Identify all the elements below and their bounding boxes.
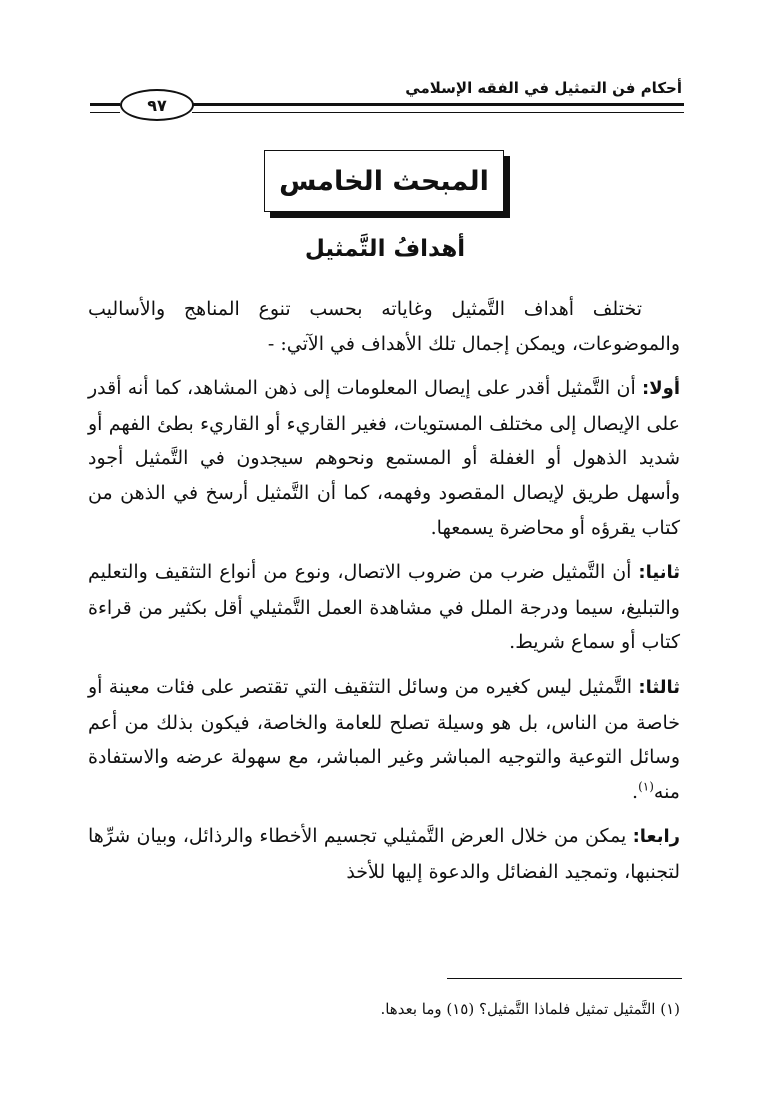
paragraph-text: تختلف أهداف التَّمثيل وغاياته بحسب تنوع المناهج والأساليب والموضوعات، ويمكن إجمال تلك الأهداف في الآتي: - xyxy=(88,298,680,355)
section-subtitle: أهدافُ التَّمثيل xyxy=(304,236,466,262)
paragraph-text: يمكن من خلال العرض التَّمثيلي تجسيم الأخطاء والرذائل، وبيان شرِّها لتجنبها، وتمجيد الفضائل والدعوة إليها للأخذ xyxy=(88,825,680,883)
paragraph-first xyxy=(88,371,680,545)
paragraph-intro xyxy=(88,292,680,361)
paragraph-fourth xyxy=(88,819,680,889)
header-rule-left xyxy=(90,103,120,113)
paragraph-text: أن التَّمثيل أقدر على إيصال المعلومات إلى ذهن المشاهد، كما أنه أقدر على الإيصال إلى مختلف المستويات، فغير القاريء أو القاريء بطئ الفهم أو شديد الذهول أو الغفلة أو المستمع ونحوهم سيجدون في التَّمثيل أجود وأسهل طريق لإيصال المقصود وفهمه، كما أن التَّمثيل أرسخ في الذهن من كتاب يقرؤه أو محاضرة يسمعها. xyxy=(88,377,680,539)
paragraph-text: التَّمثيل ليس كغيره من وسائل التثقيف التي تقتصر على فئات معينة أو خاصة من الناس، بل هو وسيلة تصلح للعامة والخاصة، فيكون بذلك من أعم وسائل التوعية والتوجيه المباشر وغير المباشر، مع سهولة عرضه والاستفادة منه xyxy=(88,675,680,803)
header-rule xyxy=(192,103,684,113)
paragraph-lead: ثانيا: xyxy=(638,562,680,584)
body-text xyxy=(88,292,680,890)
section-title: المبحث الخامس xyxy=(279,165,489,197)
page-number: ٩٧ xyxy=(120,89,194,121)
paragraph-lead: رابعا: xyxy=(632,826,680,848)
running-title: أحكام فن التمثيل في الفقه الإسلامي xyxy=(405,79,682,97)
paragraph-third xyxy=(88,670,680,809)
paragraph-second xyxy=(88,555,680,660)
footnote-reference[interactable]: (١) xyxy=(638,779,654,794)
section-title-box xyxy=(264,150,504,212)
footnote: (١) التَّمثيل تمثيل فلماذا التَّمثيل؟ (١٥) وما بعدها. xyxy=(380,1000,680,1018)
paragraph-lead: ثالثا: xyxy=(638,676,680,698)
paragraph-tail: . xyxy=(632,780,639,803)
paragraph-lead: أولا: xyxy=(642,378,680,400)
paragraph-text: أن التَّمثيل ضرب من ضروب الاتصال، ونوع من أنواع التثقيف والتعليم والتبليغ، سيما ودرجة الملل في مشاهدة العمل التَّمثيلي أقل بكثير من قراءة كتاب أو سماع شريط. xyxy=(88,561,680,654)
footnote-separator xyxy=(447,978,682,979)
